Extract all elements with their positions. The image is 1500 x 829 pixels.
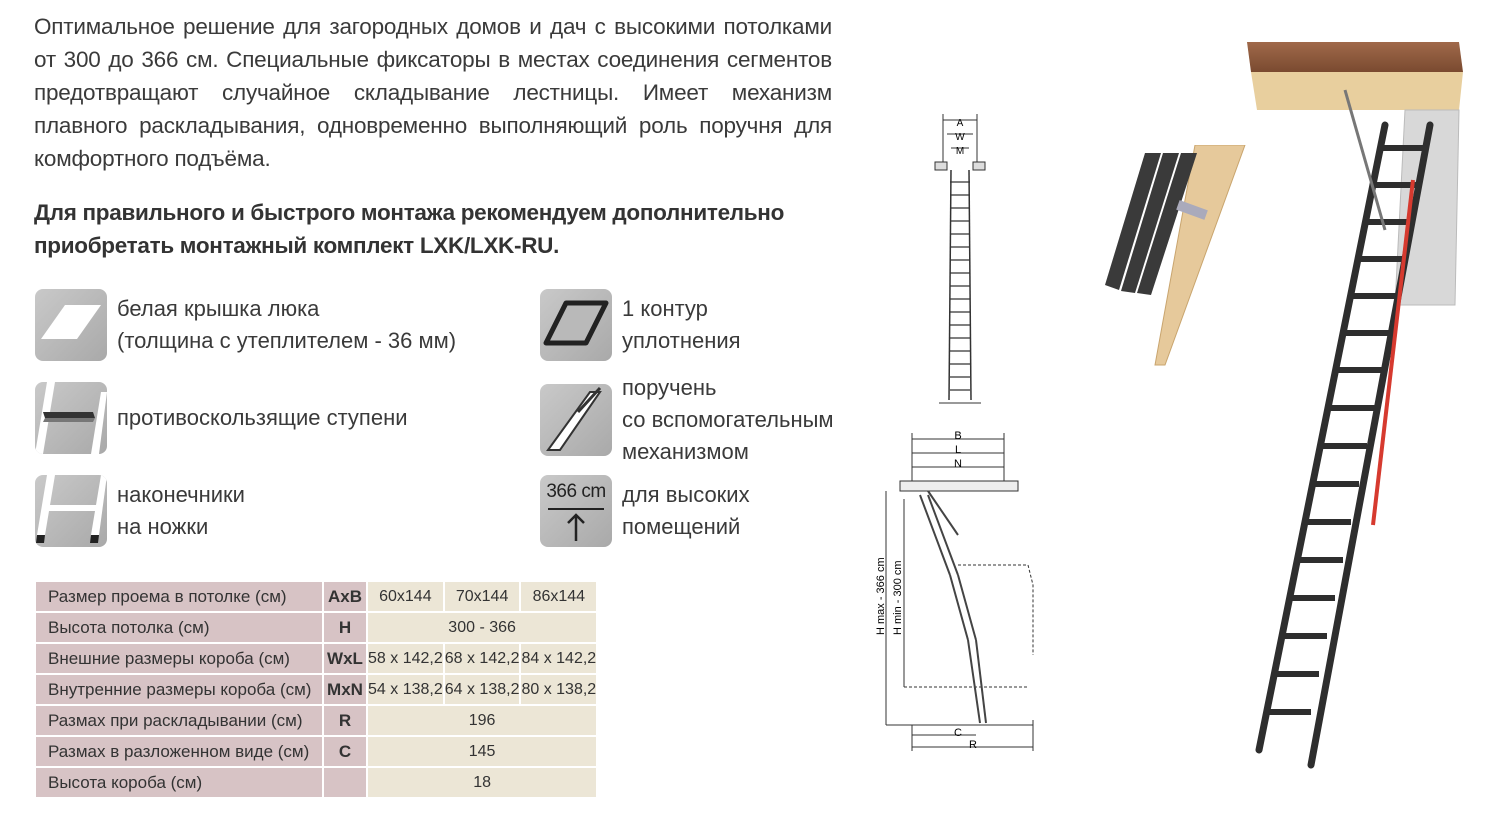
handrail-icon [540, 384, 612, 456]
row-code: R [324, 706, 366, 735]
ladder-product-image [1245, 30, 1475, 780]
row-code: C [324, 737, 366, 766]
row-label: Высота короба (см) [36, 768, 322, 797]
dim-label: R [969, 739, 977, 751]
row-value: 58 x 142,2 [368, 644, 443, 673]
row-code [324, 768, 366, 797]
anti-slip-steps-icon [35, 382, 107, 454]
height-icon [540, 475, 612, 547]
feature-line: для высоких [622, 482, 750, 507]
row-value: 145 [368, 737, 596, 766]
hmax-label: H max - 366 cm [875, 557, 887, 635]
row-code: WxL [324, 644, 366, 673]
feature-line: поручень [622, 375, 717, 400]
row-label: Высота потолка (см) [36, 613, 322, 642]
row-value: 54 x 138,2 [368, 675, 443, 704]
row-value: 64 x 138,2 [445, 675, 520, 704]
feature-line: (толщина с утеплителем - 36 мм) [117, 328, 457, 353]
table-row [36, 613, 596, 642]
feature-anti-slip-steps [35, 382, 408, 454]
feature-line: механизмом [622, 439, 749, 464]
white-hatch-icon [35, 289, 107, 361]
dim-label: B [954, 430, 962, 442]
dim-label: L [954, 444, 962, 456]
feature-line: белая крышка люка [117, 296, 320, 321]
row-code: AxB [324, 582, 366, 611]
feature-white-hatch [35, 289, 456, 361]
row-value: 80 x 138,2 [521, 675, 596, 704]
feature-seal-contour [540, 289, 741, 361]
seal-contour-icon [540, 289, 612, 361]
row-label: Размах в разложенном виде (см) [36, 737, 322, 766]
row-label: Внутренние размеры короба (см) [36, 675, 322, 704]
feature-feet-tips [35, 475, 245, 547]
row-value: 68 x 142,2 [445, 644, 520, 673]
row-code: MxN [324, 675, 366, 704]
row-value: 70x144 [445, 582, 520, 611]
feet-tips-icon [35, 475, 107, 547]
table-row [36, 582, 596, 611]
dim-label: N [954, 458, 962, 470]
table-row [36, 675, 596, 704]
mounting-kit-note: Для правильного и быстрого монтажа рекомендуем дополнительно приобретать монтажный комплект LXK/LXK-RU. [34, 200, 785, 258]
row-code: H [324, 613, 366, 642]
dim-label: C [954, 727, 962, 739]
dim-label: A [956, 118, 964, 129]
row-value: 86x144 [521, 582, 596, 611]
feature-line: со вспомогательным [622, 407, 834, 432]
feature-line: наконечники [117, 482, 245, 507]
dim-label: W [955, 132, 965, 143]
table-row [36, 644, 596, 673]
row-value: 84 x 142,2 [521, 644, 596, 673]
feature-high-rooms [540, 475, 750, 547]
side-view-diagram [868, 425, 1048, 755]
feature-handrail [540, 372, 834, 468]
feature-line: уплотнения [622, 328, 741, 353]
feature-line: 1 контур [622, 296, 708, 321]
row-value: 60x144 [368, 582, 443, 611]
hmin-label: H min - 300 cm [892, 560, 904, 635]
row-label: Размах при раскладывании (см) [36, 706, 322, 735]
row-value: 196 [368, 706, 596, 735]
spec-table [34, 580, 598, 799]
dim-label: M [955, 146, 965, 157]
row-label: Размер проема в потолке (см) [36, 582, 322, 611]
feature-line: на ножки [117, 514, 209, 539]
table-row [36, 737, 596, 766]
row-value: 18 [368, 768, 596, 797]
table-row [36, 768, 596, 797]
feature-line: помещений [622, 514, 741, 539]
folded-ladder-image [1105, 145, 1250, 370]
height-badge: 366 cm [546, 481, 606, 502]
row-label: Внешние размеры короба (см) [36, 644, 322, 673]
feature-line: противоскользящие ступени [117, 405, 408, 430]
intro-paragraph: Оптимальное решение для загородных домов и дач с высокими потолками от 300 до 366 см. Специальные фиксаторы в местах соединения сегментов предотвращают случайное складывание лестницы. Имеет механизм плавного раскладывания, одновременно выполняющий роль поручня для комфортного подъёма. [34, 14, 832, 171]
table-row [36, 706, 596, 735]
front-view-diagram [925, 110, 995, 410]
row-value: 300 - 366 [368, 613, 596, 642]
